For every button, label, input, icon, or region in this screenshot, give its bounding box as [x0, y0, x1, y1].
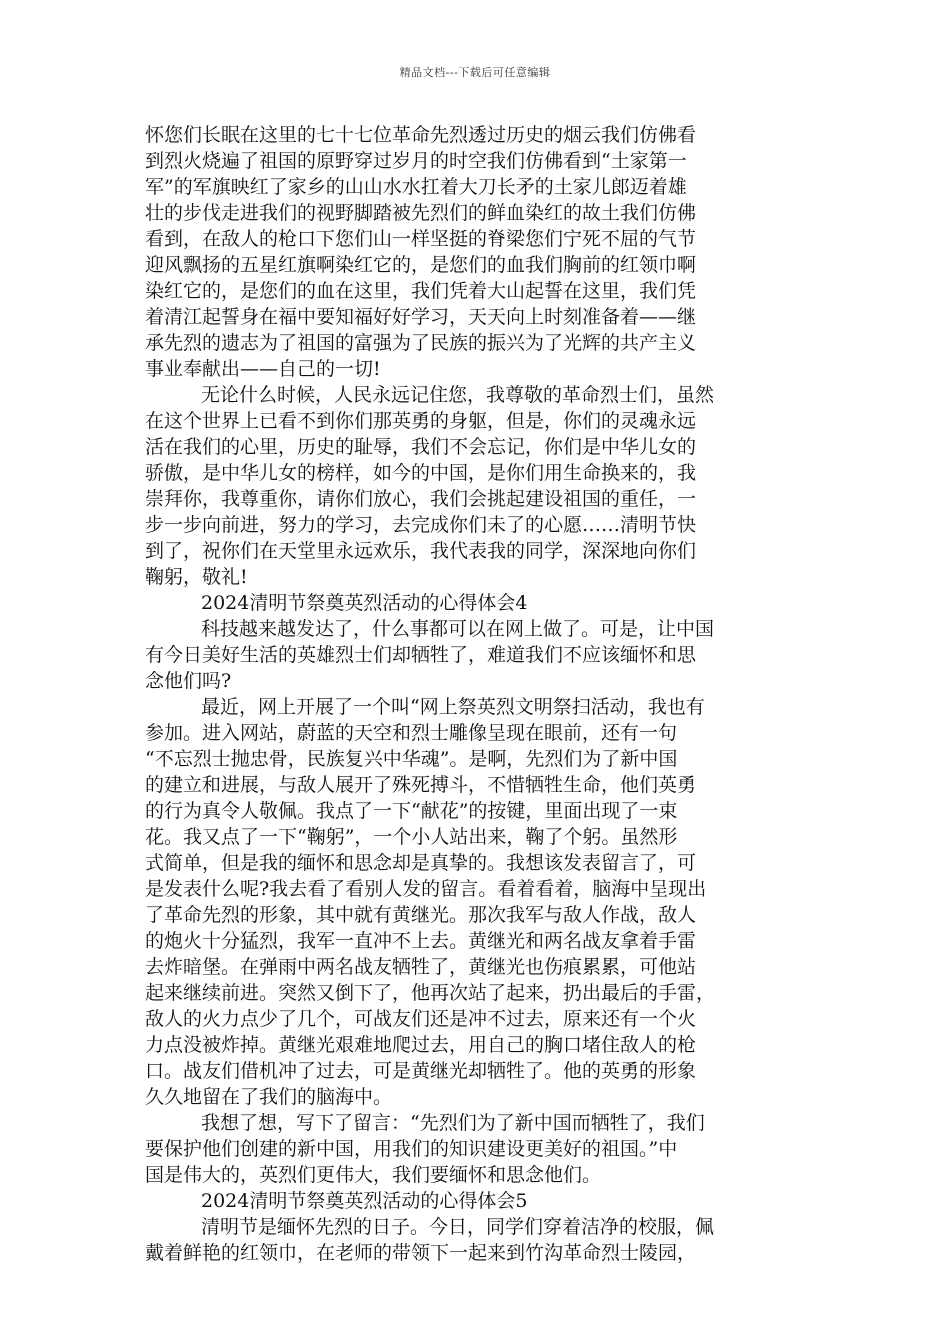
text-line: 久久地留在了我们的脑海中。 [145, 1086, 393, 1108]
text-line: 的炮火十分猛烈，我军一直冲不上去。黄继光和两名战友拿着手雷 [145, 930, 697, 952]
text-line: 敌人的火力点少了几个，可战友们还是冲不过去，原来还有一个火 [145, 1008, 697, 1030]
text-line: “不忘烈士抛忠骨，民族复兴中华魂”。是啊，先烈们为了新中国 [145, 748, 678, 770]
text-line: 念他们吗? [145, 670, 232, 692]
text-line: 戴着鲜艳的红领巾，在老师的带领下一起来到竹沟革命烈士陵园， [145, 1242, 697, 1264]
text-line: 军”的军旗映红了家乡的山山水水扛着大刀长矛的土家儿郎迈着雄 [145, 176, 687, 198]
text-line: 事业奉献出——自己的一切! [145, 358, 381, 380]
text-line: 承先烈的遗志为了祖国的富强为了民族的振兴为了光辉的共产主义 [145, 332, 697, 354]
text-line: 着清江起誓身在福中要知福好好学习，天天向上时刻准备着——继 [145, 306, 697, 328]
text-line: 的行为真令人敬佩。我点了一下“献花”的按键，里面出现了一束 [145, 800, 678, 822]
text-line: 染红它的，是您们的血在这里，我们凭着大山起誓在这里，我们凭 [145, 280, 697, 302]
text-line: 口。战友们借机冲了过去，可是黄继光却牺牲了。他的英勇的形象 [145, 1060, 697, 1082]
text-line: 活在我们的心里，历史的耻辱，我们不会忘记，你们是中华儿女的 [145, 436, 697, 458]
text-line: 看到，在敌人的枪口下您们山一样坚挺的脊梁您们宁死不屈的气节 [145, 228, 697, 250]
text-line: 的建立和进展，与敌人展开了殊死搏斗，不惜牺牲生命，他们英勇 [145, 774, 697, 796]
text-line: 到烈火烧遍了祖国的原野穿过岁月的时空我们仿佛看到“土家第一 [145, 150, 687, 172]
section-heading: 2024清明节祭奠英烈活动的心得体会4 [201, 592, 528, 614]
text-line: 国是伟大的，英烈们更伟大，我们要缅怀和思念他们。 [145, 1164, 602, 1186]
text-line: 力点没被炸掉。黄继光艰难地爬过去，用自己的胸口堵住敌人的枪 [145, 1034, 697, 1056]
paragraph-start-line: 清明节是缅怀先烈的日子。今日，同学们穿着洁净的校服，佩 [201, 1216, 715, 1238]
text-line: 要保护他们创建的新中国，用我们的知识建设更美好的祖国。”中 [145, 1138, 678, 1160]
text-line: 花。我又点了一下“鞠躬”，一个小人站出来，鞠了个躬。虽然形 [145, 826, 678, 848]
text-line: 去炸暗堡。在弹雨中两名战友牺牲了，黄继光也伤痕累累，可他站 [145, 956, 697, 978]
document-body [145, 122, 805, 1266]
paragraph-start-line: 我想了想，写下了留言：“先烈们为了新中国而牺牲了，我们 [201, 1112, 705, 1134]
text-line: 有今日美好生活的英雄烈士们却牺牲了，难道我们不应该缅怀和思 [145, 644, 697, 666]
text-line: 起来继续前进。突然又倒下了，他再次站了起来，扔出最后的手雷， [145, 982, 716, 1004]
text-line: 崇拜你，我尊重你，请你们放心，我们会挑起建设祖国的重任，一 [145, 488, 697, 510]
text-line: 鞠躬，敬礼! [145, 566, 248, 588]
text-line: 式简单，但是我的缅怀和思念却是真挚的。我想该发表留言了，可 [145, 852, 697, 874]
text-line: 参加。进入网站，蔚蓝的天空和烈士雕像呈现在眼前，还有一句 [145, 722, 678, 744]
text-line: 步一步向前进，努力的学习，去完成你们未了的心愿……清明节快 [145, 514, 697, 536]
paragraph-start-line: 无论什么时候，人民永远记住您，我尊敬的革命烈士们，虽然 [201, 384, 715, 406]
paragraph-start-line: 科技越来越发达了，什么事都可以在网上做了。可是，让中国 [201, 618, 715, 640]
text-line: 在这个世界上已看不到你们那英勇的身躯，但是，你们的灵魂永远 [145, 410, 697, 432]
text-line: 是发表什么呢?我去看了看别人发的留言。看着看着，脑海中呈现出 [145, 878, 707, 900]
text-line: 骄傲，是中华儿女的榜样，如今的中国，是你们用生命换来的，我 [145, 462, 697, 484]
text-line: 怀您们长眠在这里的七十七位革命先烈透过历史的烟云我们仿佛看 [145, 124, 697, 146]
text-line: 迎风飘扬的五星红旗啊染红它的，是您们的血我们胸前的红领巾啊 [145, 254, 697, 276]
text-line: 了革命先烈的形象，其中就有黄继光。那次我军与敌人作战，敌人 [145, 904, 697, 926]
page-header: 精品文档---下载后可任意编辑 [399, 66, 551, 79]
section-heading: 2024清明节祭奠英烈活动的心得体会5 [201, 1190, 528, 1212]
text-line: 到了，祝你们在天堂里永远欢乐，我代表我的同学，深深地向你们 [145, 540, 697, 562]
paragraph-start-line: 最近，网上开展了一个叫“网上祭英烈文明祭扫活动，我也有 [201, 696, 705, 718]
text-line: 壮的步伐走进我们的视野脚踏被先烈们的鲜血染红的故土我们仿佛 [145, 202, 697, 224]
